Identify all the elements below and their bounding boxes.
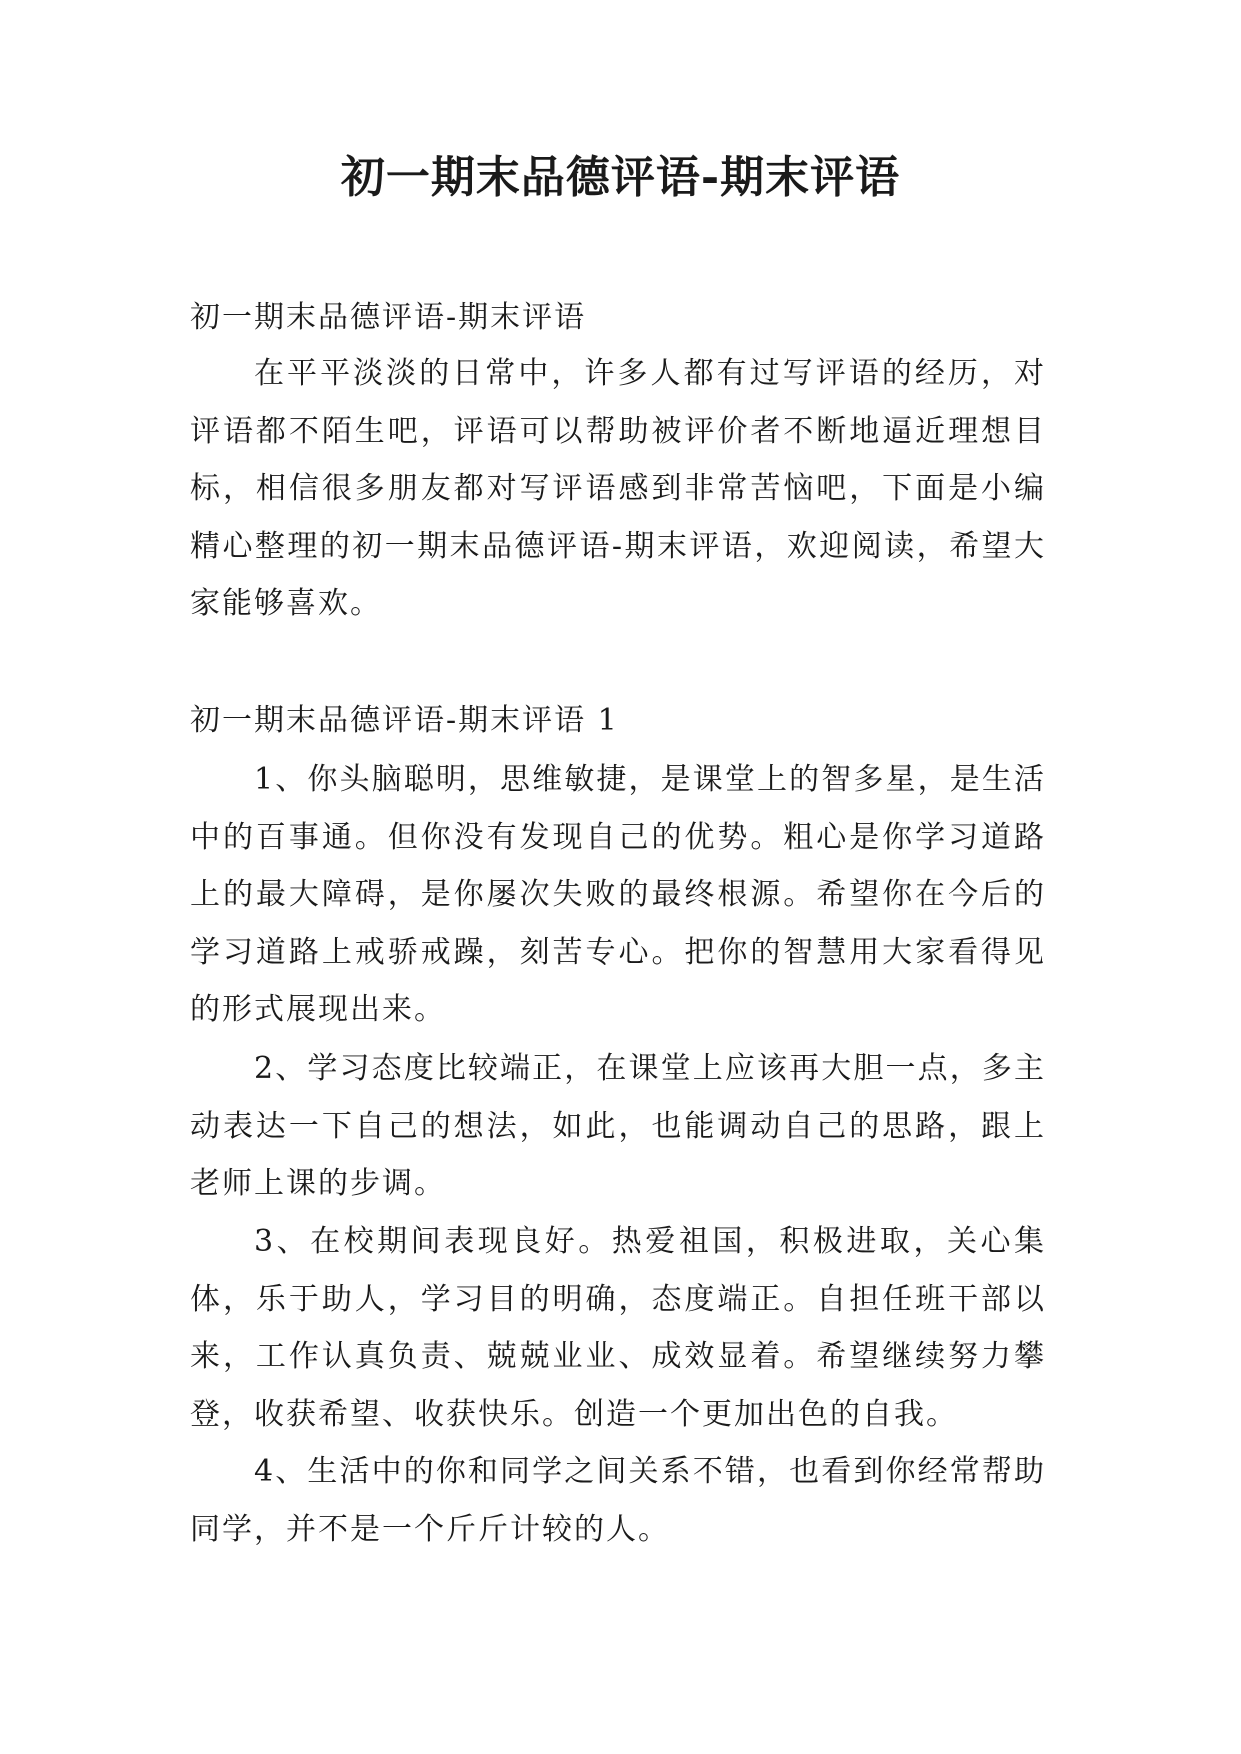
intro-paragraph: 在平平淡淡的日常中，许多人都有过写评语的经历，对评语都不陌生吧，评语可以帮助被评价者不断地逼近理想目标，相信很多朋友都对写评语感到非常苦恼吧，下面是小编精心整理的初一期末品德评语-期末评语，欢迎阅读，希望大家能够喜欢。 — [190, 356, 1046, 621]
document-title: 初一期末品德评语-期末评语 — [340, 152, 901, 203]
comment-item-4: 4、生活中的你和同学之间关系不错，也看到你经常帮助同学，并不是一个斤斤计较的人。 — [190, 1454, 1046, 1547]
comment-item-2: 2、学习态度比较端正，在课堂上应该再大胆一点，多主动表达一下自己的想法，如此，也能调动自己的思路，跟上老师上课的步调。 — [190, 1051, 1046, 1201]
comment-item-1: 1、你头脑聪明，思维敏捷，是课堂上的智多星，是生活中的百事通。但你没有发现自己的优势。粗心是你学习道路上的最大障碍，是你屡次失败的最终根源。希望你在今后的学习道路上戒骄戒躁，刻苦专心。把你的智慧用大家看得见的形式展现出来。 — [190, 762, 1046, 1027]
comment-item-3: 3、在校期间表现良好。热爱祖国，积极进取，关心集体，乐于助人，学习目的明确，态度端正。自担任班干部以来，工作认真负责、兢兢业业、成效显着。希望继续努力攀登，收获希望、收获快乐。创造一个更加出色的自我。 — [190, 1224, 1046, 1432]
section-heading: 初一期末品德评语-期末评语 1 — [190, 703, 619, 738]
intro-heading: 初一期末品德评语-期末评语 — [190, 300, 587, 335]
